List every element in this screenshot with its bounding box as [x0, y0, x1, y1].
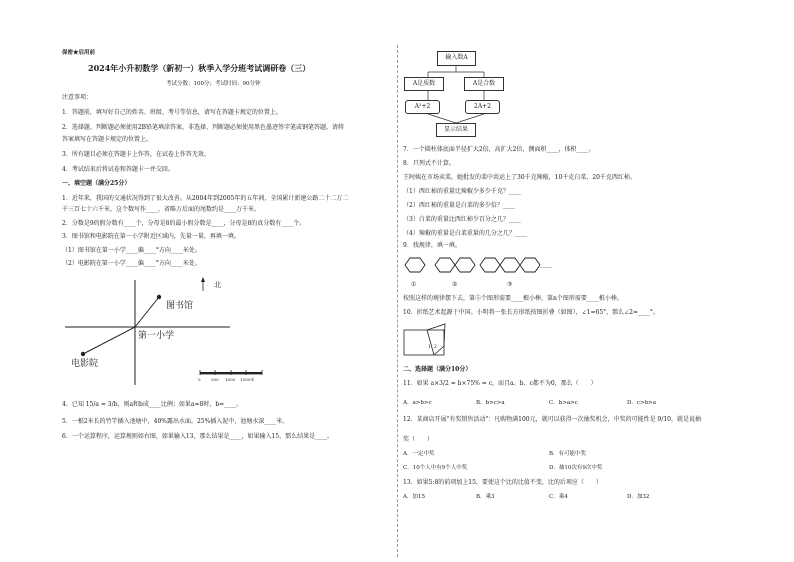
choice-option[interactable]: A．加15	[403, 494, 425, 500]
question-12: 12．某商店开展"有奖销售活动"：凡购物满100元，就可以获得一次抽奖机会，中奖的可能性是 9/10，就是说抽	[403, 416, 701, 423]
question-8-intro: 王阿姨在市场卖菜，她批发的菜中共运上了30千克辣椒，10千克白菜，20千克西红柿。	[403, 174, 636, 181]
question-3: 3．图书馆和电影院在第一小学附近区域内，先量一量，再填一填。	[62, 233, 240, 240]
hexagon-3b	[500, 258, 520, 272]
question-1-cont: 千三百七十六千米，这个数写作____，省略万后面的尾数约是____万千米。	[62, 206, 261, 213]
question-8: 8．只列式不计算。	[403, 160, 455, 167]
question-11: 11．如果 a×3/2 = b×75% = c，而且a、b、c都不为0，那么（ ）	[403, 380, 597, 387]
question-9: 9．找规律，填一填。	[403, 242, 461, 249]
choice-option[interactable]: A．一定中奖	[403, 451, 435, 457]
scale-label: 0	[198, 377, 201, 382]
flow-composite-box: A是合数	[464, 77, 504, 91]
choice-option[interactable]: B．b>c>a	[476, 400, 505, 406]
page-title: 2024年小升初数学（新初一）秋季入学分班考试调研卷（三）	[88, 63, 311, 73]
hexagon-2a	[435, 258, 455, 272]
secret-label: 保密★启用前	[62, 50, 96, 56]
question-8-item: （3）白菜的重量比西红柿少百分之几？____	[403, 216, 521, 223]
choice-option[interactable]: D．加32	[627, 494, 650, 500]
question-10: 10．折纸艺术起源于中国。小明将一张长方形纸按图折叠（如图），∠1=65°，那么∠2=____°。	[403, 309, 660, 316]
choice-option[interactable]: A．a>b>c	[403, 400, 432, 406]
cinema-line	[83, 327, 135, 354]
library-label: 图书馆	[166, 301, 194, 311]
question-8-item: （2）西红柿的重量是白菜的多少倍？____	[403, 202, 515, 209]
figure-label: ①	[411, 281, 417, 288]
north-arrow-head	[201, 277, 205, 282]
library-line	[135, 297, 159, 327]
question-8-item: （4）辣椒的重量是白菜重量的几分之几？____	[403, 230, 527, 237]
question-8-item: （1）西红柿的重量比辣椒少多少千克？____	[403, 188, 521, 195]
flow-input-box: 输入数A	[437, 51, 476, 66]
note-item: 4．考试结束后将试卷和答题卡一并交回。	[62, 166, 174, 173]
figure-label: ③	[507, 281, 513, 288]
figure-label: ②	[452, 281, 458, 288]
scale-label: 1000	[225, 377, 236, 382]
question-13: 13．如果5:8的前项加上15，要使这个比的比值不变，比的后项应（ ）	[403, 479, 602, 486]
angle-1-label: 1	[428, 345, 431, 350]
hexagon-3a	[480, 258, 500, 272]
question-4: 4．已知 15/a = 3/b，则a和b成____比例；如果a=8时，b=____。	[62, 401, 243, 408]
choice-option[interactable]: C．乘4	[549, 494, 568, 500]
question-9-answer: 按照这样的规律摆下去，第⑤个图形需要____根小棒，第n个图形需要____根小棒。	[403, 295, 623, 302]
school-label: 第一小学	[138, 331, 175, 341]
library-point	[157, 295, 161, 299]
question-2: 2．分数是9的假分数有____个，分母是8的最小假分数是____，分母是8的真分数有____个。	[62, 220, 306, 227]
folded-paper-figure	[400, 320, 460, 360]
hexagon-pattern	[400, 254, 550, 284]
choice-option[interactable]: B．乘3	[476, 494, 495, 500]
scale-label: 500	[211, 377, 219, 382]
pattern-ellipsis: ……	[540, 263, 552, 270]
notes-title: 注意事项：	[62, 94, 93, 101]
question-5: 5．一根2米长的竹竿插入池塘中，40%露出水面，25%插入泥中，池塘水深____米。	[62, 418, 289, 425]
question-6: 6．一个运算程序，运算规则如右图，如果输入13，那么结果是____，如果输入15，那么结果是____。	[62, 433, 334, 440]
hexagon-3c	[520, 258, 540, 272]
note-item: 答案填写在答题卡规定的位置上。	[62, 136, 153, 143]
flow-op1-box: A²+2	[405, 100, 440, 114]
note-item: 1．答题前，填写好自己的姓名、班级、考号等信息，请写在答题卡规定的位置上。	[62, 109, 282, 116]
question-3b: （2）电影院在第一小学____偏____°方向____米处。	[62, 260, 201, 267]
question-12-cont: 奖（ ）	[403, 436, 434, 443]
choice-option[interactable]: C．b>a>c	[549, 400, 578, 406]
hexagon-2b	[455, 258, 475, 272]
question-1: 1．近年来，我国的交通状况得到了很大改善。从2004年到2005年的五年间，全国累计新建公路二十二万二	[62, 195, 349, 202]
choice-option[interactable]: D．抽10次有9次中奖	[549, 465, 603, 471]
exam-info: 考试分数：100分；考试时间：90分钟	[166, 81, 261, 87]
scale-label: 1500米	[240, 377, 255, 382]
question-3a: （1）图书馆在第一小学____偏____°方向____米处。	[62, 247, 201, 254]
choice-option[interactable]: B．有可能中奖	[549, 451, 587, 457]
choice-option[interactable]: D．c>b>a	[627, 400, 657, 406]
note-item: 2．选择题、判断题必须使用2B铅笔填涂答案，非选择、判断题必须使用黑色墨迹签字笔或钢笔答题，请将	[62, 124, 345, 131]
cinema-label: 电影院	[71, 359, 99, 369]
question-7: 7．一个圆柱体底面半径扩大2倍，高扩大2倍，侧面积____，体积____。	[403, 146, 595, 153]
section-title-fill: 一、填空题（满分25分）	[62, 180, 131, 187]
angle-2-label: 2	[434, 345, 437, 350]
column-divider	[397, 45, 398, 557]
hexagon-1	[405, 258, 425, 272]
choice-option[interactable]: C．10个人中有9个人中奖	[403, 465, 468, 471]
section-title-choice: 二、选择题（满分10分）	[403, 366, 472, 373]
flow-prime-box: A是质数	[404, 77, 444, 91]
note-item: 3．所有题目必须在答题卡上作答，在试卷上作答无效。	[62, 151, 210, 158]
north-label: 北	[214, 281, 221, 289]
flow-op2-box: 2A+2	[465, 100, 500, 114]
flow-output-box: 显示结果	[436, 123, 476, 137]
